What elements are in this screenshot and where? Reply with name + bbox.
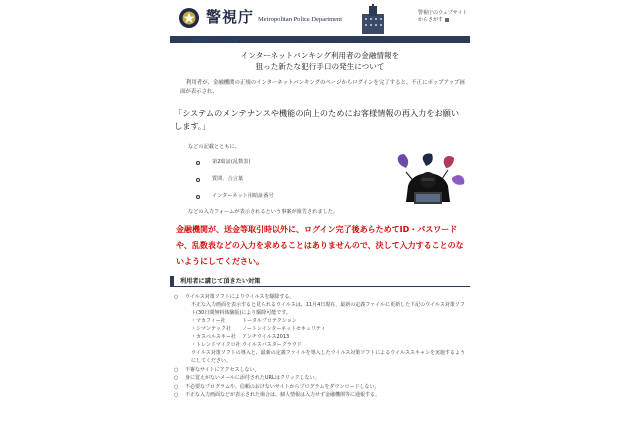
tower-building-icon [360, 4, 386, 34]
lead-text: などの記載とともに、 [188, 144, 240, 150]
circle-bullet-icon: ○ [174, 392, 179, 398]
circle-bullet-icon [196, 195, 200, 199]
list-item: ○ ウイルス対策ソフトによりウイルスを駆除する。 不正な入力画面を表示すると見られるウイルスは、11月4日現在、最新の定義ファイルに更新した下記のウイルス対策ソフト(30日間無料体験版)により駆除可能です。 ・マカフィー社 トータルプロテクション ・シマンテック社 ノートンインターネットセキュリティ ・カスペルスキー社 アンチウイルス2013 ・トレンドマイクロ社 ウイルスバスタークラウド ウイルス対策ソフトの導入と、最新の定義ファイルを導入したウイルス対策ソフトによるウイルススキャンを実施するようにしてください。 [174, 294, 466, 364]
breadcrumb-item-security[interactable]: 情報セキュリティ広場 [192, 39, 238, 44]
site-header [170, 0, 470, 36]
intro-paragraph: 利用者が、金融機関の正規のインターネットバンキングのページからログインを完了すると、不正にポップアップ画面が表示され、 [180, 80, 465, 95]
list-item: 第2暗証(乱数表) [196, 154, 274, 171]
measure-detail: ウイルス対策ソフトの導入と、最新の定義ファイルを導入したウイルス対策ソフトによるウイルススキャンを実施するようにしてください。 [191, 350, 466, 364]
breadcrumb [174, 38, 470, 44]
measure-detail: 不正な入力画面を表示すると見られるウイルスは、11月4日現在、最新の定義ファイルに更新した下記のウイルス対策ソフト(30日間無料体験版)により駆除可能です。 [191, 302, 465, 316]
list-item: ○ 不必要なプログラムや、信頼のおけないサイトからプログラムをダウンロードしない。 [174, 383, 380, 390]
table-row: ・シマンテック社 ノートンインターネットセキュリティ [191, 326, 326, 332]
breadcrumb-separator: / [187, 39, 193, 44]
circle-bullet-icon: ○ [174, 375, 179, 381]
circle-bullet-icon [196, 178, 200, 182]
circle-bullet-icon: ○ [174, 294, 179, 300]
police-emblem-icon[interactable] [178, 7, 200, 29]
page-title-line2: 狙った新たな犯行手口の発生について [255, 62, 385, 71]
list-item: ○ 身に覚えがないメールに添付されたURLはクリックしない。 [174, 375, 320, 381]
table-row: ・マカフィー社 トータルプロテクション [191, 318, 297, 324]
warning-notice: 金融機関が、送金等取引時以外に、ログイン完了後あらためてID・パスワードや、乱数表などの入力を求めることはありませんので、決して入力することのないようにしてください。 [176, 225, 464, 266]
list-item: 質問、合言葉 [196, 171, 274, 188]
requested-info-list [196, 154, 274, 205]
antivirus-vendor-list [185, 317, 466, 349]
breadcrumb-item-top[interactable]: トップ [174, 39, 188, 44]
section-heading: 利用者に講じて頂きたい対策 [180, 278, 261, 285]
page-title [170, 50, 470, 72]
list-item: ○ 不審なサイトにアクセスしない。 [174, 366, 260, 373]
page-title-line1: インターネットバンキング利用者の金融情報を [240, 51, 400, 60]
countermeasure-list [174, 293, 466, 400]
after-list-text: などの入力フォームが表示されるという事案が報告されました。 [188, 209, 339, 215]
list-item: ○ 不正な入力画面などが表示された場合は、個人情報は入力せず金融機関等に通報する。 [174, 392, 381, 398]
page [170, 0, 470, 426]
table-row: ・トレンドマイクロ社 ウイルスバスタークラウド [191, 342, 302, 348]
circle-bullet-icon: ○ [174, 366, 179, 373]
table-row: ・カスペルスキー社 アンチウイルス2013 [191, 334, 290, 340]
breadcrumb-item-current: インターネットバンキング利用者の金融情報を狙った新たな犯行手口の発生について [242, 39, 416, 44]
site-search-link[interactable]: 警視庁のウェブサイトからさがす [418, 9, 470, 23]
hacker-illustration-icon [392, 152, 468, 208]
site-logo-title[interactable]: 警視庁 [206, 8, 255, 26]
circle-bullet-icon: ○ [174, 383, 179, 390]
site-logo-subtitle: Metropolitan Police Department [258, 16, 343, 23]
popup-quote: 「システムのメンテナンスや機能の向上のためにお客様情報の再入力をお願いします。」 [174, 108, 460, 131]
breadcrumb-separator: / [237, 39, 243, 44]
list-item: インターネット用暗証番号 [196, 188, 274, 205]
circle-bullet-icon [196, 161, 200, 165]
